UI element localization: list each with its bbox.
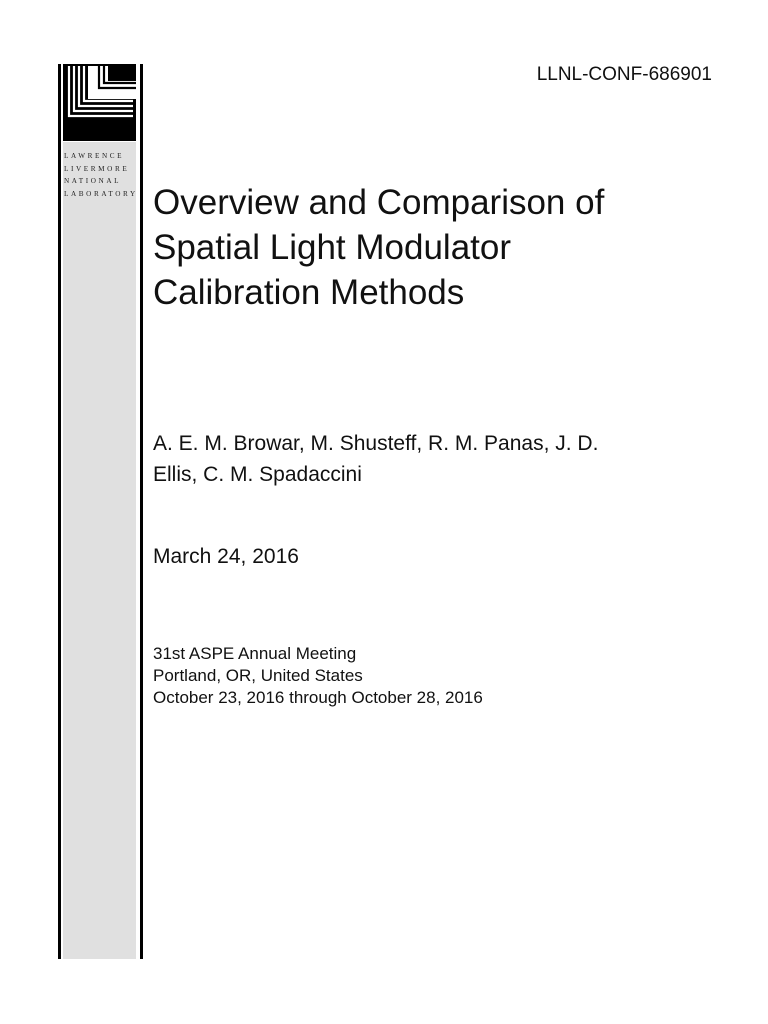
lab-name-line-2: LIVERMORE bbox=[64, 164, 130, 173]
meeting-name: 31st ASPE Annual Meeting bbox=[153, 644, 357, 663]
title-line-3: Calibration Methods bbox=[153, 273, 465, 312]
meeting-info bbox=[153, 643, 483, 709]
meeting-location: Portland, OR, United States bbox=[153, 666, 363, 685]
left-border-rule bbox=[58, 64, 61, 959]
author-list bbox=[153, 428, 733, 490]
paper-title bbox=[153, 180, 713, 315]
title-line-1: Overview and Comparison of bbox=[153, 183, 605, 222]
right-border-rule bbox=[140, 64, 143, 959]
lab-name-line-1: LAWRENCE bbox=[64, 152, 125, 160]
meeting-dates: October 23, 2016 through October 28, 2016 bbox=[153, 688, 483, 707]
author-line-2: Ellis, C. M. Spadaccini bbox=[153, 463, 362, 486]
sidebar-band bbox=[63, 142, 136, 959]
document-id: LLNL-CONF-686901 bbox=[536, 64, 712, 85]
lab-name-line-3: NATIONAL bbox=[64, 177, 122, 186]
lab-name-line-4: LABORATORY bbox=[64, 189, 138, 198]
title-line-2: Spatial Light Modulator bbox=[153, 228, 511, 267]
author-line-1: A. E. M. Browar, M. Shusteff, R. M. Panas, J. D. bbox=[153, 432, 599, 455]
llnl-logo-icon bbox=[63, 64, 136, 141]
lab-name-text bbox=[64, 150, 136, 200]
publication-date: March 24, 2016 bbox=[153, 545, 299, 568]
